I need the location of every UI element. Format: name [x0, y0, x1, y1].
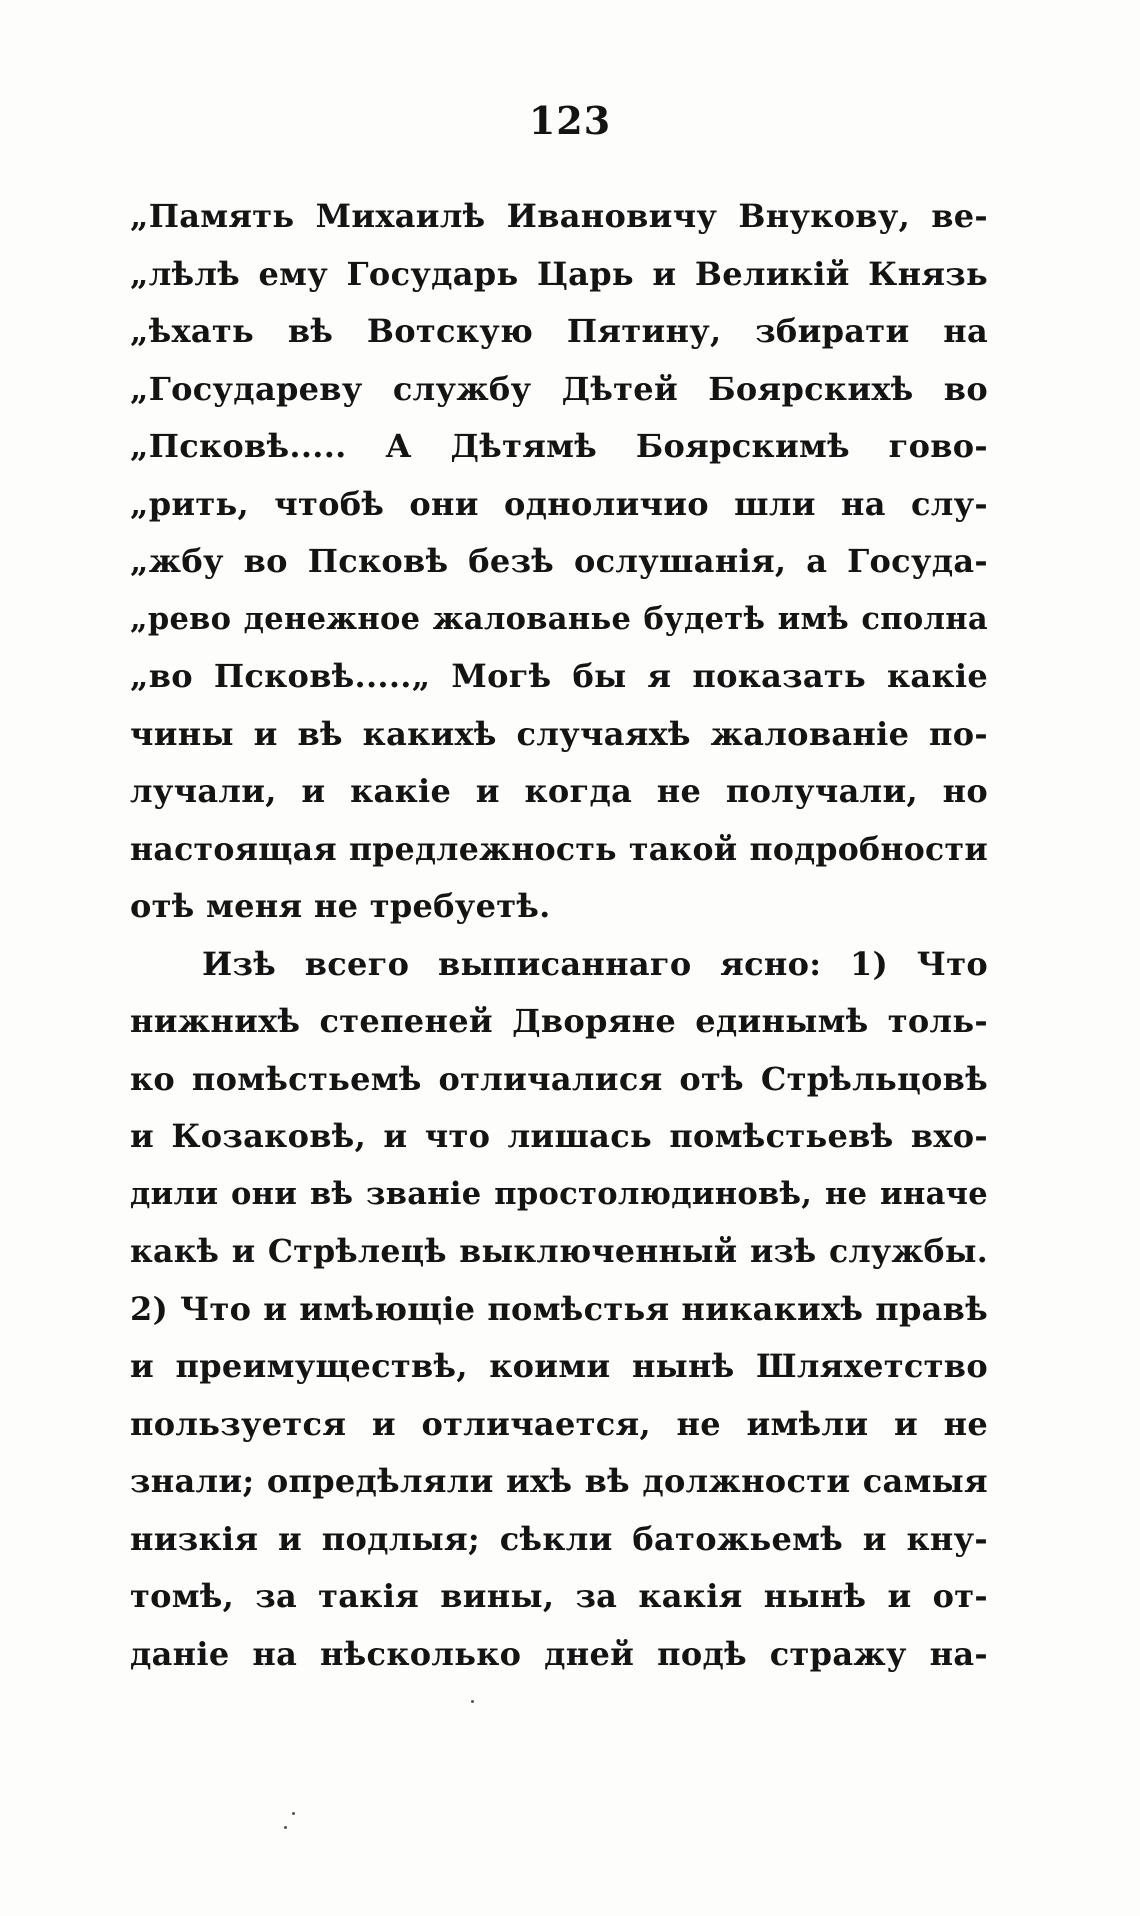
- text-line: настоящая предлежность такой подробности: [130, 830, 988, 868]
- text-line: „во Псковѣ.....„ Могѣ бы я показать какіе: [130, 657, 988, 695]
- text-line: „рить, чтобѣ они одноличио шли на слу-: [130, 484, 988, 523]
- text-line: низкія и подлыя; сѣкли батожьемѣ и кну-: [130, 1519, 988, 1558]
- text-line: „лѣлѣ ему Государь Царь и Великій Князь: [130, 254, 988, 293]
- text-line: дили они вѣ званіе простолюдиновѣ, не иначе: [130, 1175, 988, 1212]
- text-line: нижнихѣ степеней Дворяне единымѣ толь-: [130, 1002, 988, 1040]
- text-line: даніе на нѣсколько дней подѣ стражу на-: [130, 1634, 988, 1673]
- text-line: „Псковѣ..... А Дѣтямѣ Боярскимѣ гово-: [130, 427, 988, 465]
- text-line: пользуется и отличается, не имѣли и не: [130, 1404, 988, 1443]
- page-number: 123: [528, 98, 612, 143]
- text-line: ко помѣстьемѣ отличалися отѣ Стрѣльцовѣ: [130, 1059, 988, 1098]
- body-text: [130, 188, 988, 1683]
- print-speck: [284, 1826, 287, 1829]
- paragraph-1: [130, 188, 988, 936]
- text-line: и Козаковѣ, и что лишась помѣстьевѣ вхо-: [130, 1117, 988, 1155]
- text-line: и преимуществѣ, коими нынѣ Шляхетство: [130, 1347, 988, 1385]
- paragraph-2: [130, 936, 988, 1684]
- text-line: какѣ и Стрѣлецѣ выключенный изѣ службы.: [130, 1233, 988, 1270]
- text-line: „ѣхать вѣ Вотскую Пятину, збирати на: [130, 312, 988, 350]
- text-line: „Память Михаилѣ Ивановичу Внукову, ве-: [130, 197, 988, 235]
- text-line: „Государеву службу Дѣтей Боярскихѣ во: [130, 369, 988, 408]
- text-line: знали; опредѣляли ихѣ вѣ должности самыя: [130, 1462, 988, 1500]
- text-line: 2) Что и имѣющіе помѣстья никакихѣ правѣ: [130, 1289, 988, 1328]
- print-speck: [292, 1812, 295, 1815]
- print-speck: [471, 1700, 474, 1703]
- text-line: томѣ, за такія вины, за какія нынѣ и от-: [130, 1577, 988, 1615]
- text-line: отѣ меня не требуетѣ.: [130, 887, 551, 925]
- text-line: чины и вѣ какихѣ случаяхѣ жалованіе по-: [130, 714, 988, 753]
- text-line: „рево денежное жалованье будетѣ имѣ сполна: [130, 600, 988, 637]
- text-line: Изѣ всего выписаннаго ясно: 1) Что: [202, 944, 988, 983]
- text-line: „жбу во Псковѣ безѣ ослушанія, а Госуда-: [130, 542, 988, 580]
- text-line: лучали, и какіе и когда не получали, но: [130, 772, 988, 810]
